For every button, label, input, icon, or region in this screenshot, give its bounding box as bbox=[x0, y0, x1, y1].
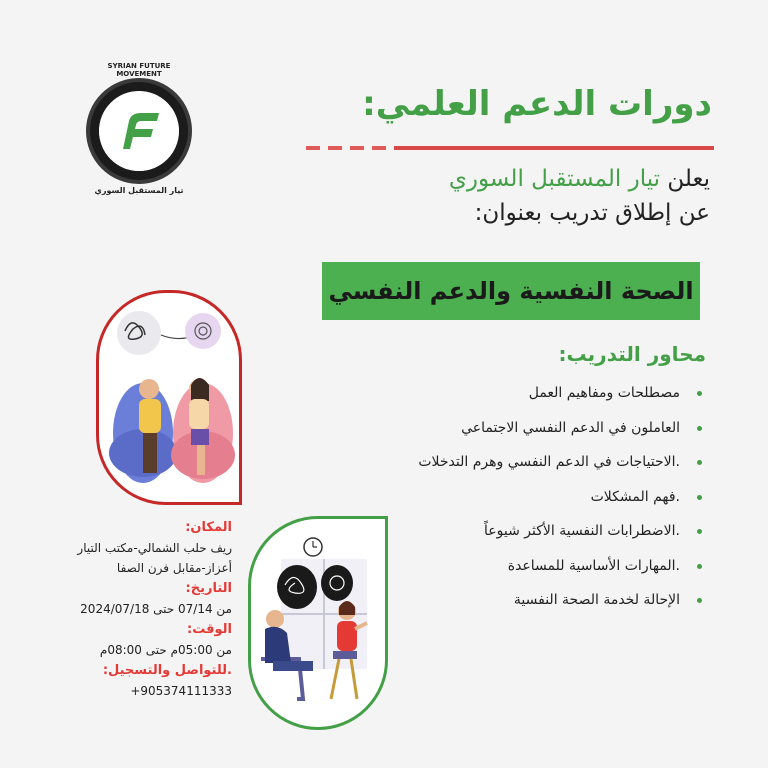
list-item: .الاضطرابات النفسية الأكثر شيوعاً bbox=[382, 514, 702, 549]
bullet-icon bbox=[697, 426, 702, 431]
logo-f-icon bbox=[99, 91, 179, 171]
course-title: الصحة النفسية والدعم النفسي bbox=[328, 277, 694, 305]
contact-label: .للتواصل والتسجيل: bbox=[102, 663, 232, 678]
place-line-1: ريف حلب الشمالي-مكتب التيار bbox=[77, 541, 232, 555]
bullet-icon bbox=[697, 598, 702, 603]
announcement-line-2: عن إطلاق تدريب بعنوان: bbox=[474, 200, 710, 226]
time-label: الوقت: bbox=[187, 622, 232, 637]
date-label: التاريخ: bbox=[185, 581, 232, 596]
event-info bbox=[77, 520, 232, 698]
date-value: من 07/14 حتى 2024/07/18 bbox=[80, 602, 232, 616]
counselling-session-icon bbox=[251, 519, 385, 727]
list-item: الإحالة لخدمة الصحة النفسية bbox=[382, 583, 702, 618]
title-divider bbox=[306, 146, 714, 150]
logo-ring-bottom: تيار المستقبل السوري bbox=[94, 186, 184, 195]
bullet-icon bbox=[697, 564, 702, 569]
therapy-illustration-1 bbox=[96, 290, 242, 505]
therapy-illustration-2 bbox=[248, 516, 388, 730]
place-line-2: أعزاز-مقابل فرن الصفا bbox=[116, 561, 232, 575]
list-item: .الاحتياجات في الدعم النفسي وهرم التدخلات bbox=[382, 445, 702, 480]
topics-list bbox=[382, 376, 702, 618]
list-item: .المهارات الأساسية للمساعدة bbox=[382, 549, 702, 584]
contact-phone[interactable]: +905374111333 bbox=[130, 684, 232, 698]
page-title: دورات الدعم العلمي: bbox=[362, 84, 712, 124]
announce-prefix: يعلن bbox=[667, 166, 710, 192]
organization-name: تيار المستقبل السوري bbox=[448, 166, 661, 192]
list-item: مصطلحات ومفاهيم العمل bbox=[382, 376, 702, 411]
time-value: من 05:00م حتى 08:00م bbox=[99, 643, 232, 657]
announcement-line-1 bbox=[449, 166, 710, 192]
logo-ring-top: SYRIAN FUTURE MOVEMENT bbox=[107, 62, 171, 78]
place-label: المكان: bbox=[185, 520, 232, 535]
logo-emblem bbox=[99, 91, 179, 171]
bullet-icon bbox=[697, 495, 702, 500]
logo bbox=[86, 78, 192, 184]
course-title-box bbox=[322, 262, 700, 320]
topics-heading: محاور التدريب: bbox=[558, 342, 706, 366]
bullet-icon bbox=[697, 529, 702, 534]
therapy-session-icon bbox=[99, 293, 239, 502]
list-item: .فهم المشكلات bbox=[382, 480, 702, 515]
bullet-icon bbox=[697, 460, 702, 465]
list-item: العاملون في الدعم النفسي الاجتماعي bbox=[382, 411, 702, 446]
bullet-icon bbox=[697, 391, 702, 396]
